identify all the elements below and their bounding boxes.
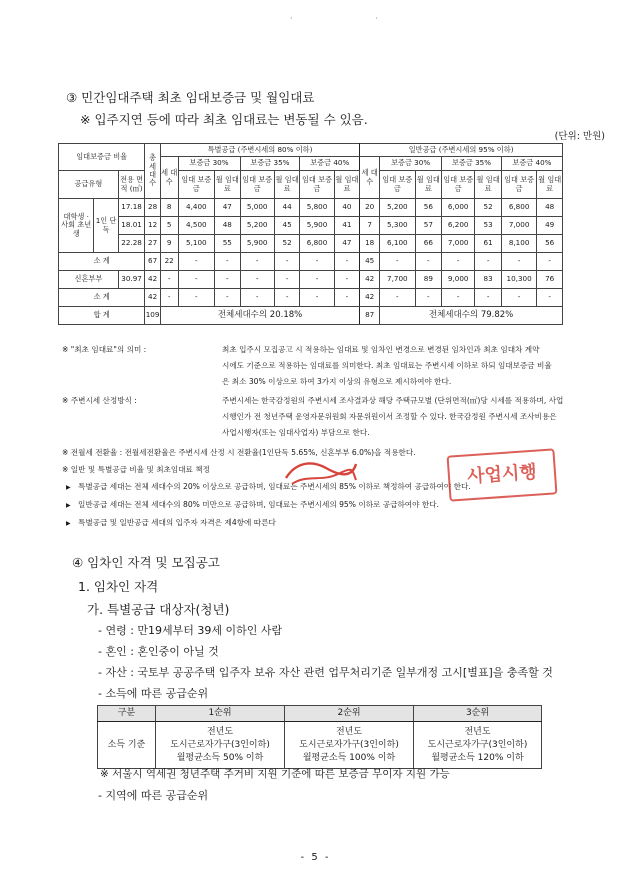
- value-cell: 41: [334, 217, 360, 235]
- header-marks: · ·: [290, 14, 418, 23]
- value-cell: 5,200: [240, 217, 274, 235]
- value-cell: 8,100: [501, 235, 536, 253]
- value-cell: 6,800: [300, 235, 334, 253]
- value-cell: 5,900: [240, 235, 274, 253]
- footnote-initial-rent: ※ "최초 임대료"의 의미 : 최초 입주시 모집공고 시 적용하는 임대료 및 임차인 변경으로 변경된 임차인과 최초 임대차 계약 시에도 기준으로 적용하는 임대료를 의미한다. 최초 임대료는 주변시세 이하로 하되 임대보증금 비율 은 최소 30% 이상으로 하여 3가지 이상의 유형으로 제시하여야 한다.: [62, 345, 552, 386]
- item-income-rank: - 소득에 따른 공급순위: [98, 687, 209, 700]
- section4-sub1: 1. 임차인 자격: [78, 579, 159, 594]
- note-deposit-support: ※ 서울시 역세권 청년주택 주거비 지원 기준에 따른 보증금 무이자 지원 가능: [100, 768, 450, 780]
- value-cell: 6,800: [501, 199, 536, 217]
- h-deposit: 임대 보증금: [380, 171, 415, 199]
- value-cell: 48: [215, 217, 240, 235]
- units-cell: 7: [360, 217, 380, 235]
- triangle-bullet-icon: ▶: [66, 502, 71, 509]
- single-label: 1인 단독: [94, 199, 118, 253]
- h-monthly: 월 임대료: [537, 171, 563, 199]
- value-cell: 10,300: [501, 271, 536, 289]
- row-label-income: 소득 기준: [98, 722, 156, 769]
- total-cell: 42: [145, 271, 161, 289]
- table-row-newlywed: 신혼부부 30.97 42 - - - - - - - 42 7,700 89 9,000 83 10,300 76: [59, 271, 563, 289]
- units-cell: 87: [360, 307, 380, 325]
- value-cell: 45: [274, 217, 299, 235]
- h-s-dep30: 보증금 30%: [178, 157, 240, 171]
- h-special-units: 세 대 수: [160, 157, 178, 199]
- area-cell: 17.18: [118, 199, 145, 217]
- value-cell: 44: [274, 199, 299, 217]
- total-cell: 12: [145, 217, 161, 235]
- value-cell: 7,000: [501, 217, 536, 235]
- h-deposit: 임대 보증금: [501, 171, 536, 199]
- area-cell: 30.97: [118, 271, 145, 289]
- value-cell: 66: [415, 235, 442, 253]
- section3-note: ※ 입주지연 등에 따라 최초 임대료는 변동될 수 있음.: [80, 112, 368, 127]
- area-cell: 22.28: [118, 235, 145, 253]
- section4-sub2: 가. 특별공급 대상자(청년): [87, 602, 230, 617]
- h-area: 전용 면적 (㎡): [118, 171, 145, 199]
- h-deposit: 임대 보증금: [442, 171, 475, 199]
- value-cell: 5,900: [300, 217, 334, 235]
- h-general: 일반공급 (주변시세의 95% 이하): [360, 144, 563, 157]
- grand-total-label: 합 계: [59, 307, 145, 325]
- units-cell: 42: [360, 271, 380, 289]
- value-cell: 6,200: [442, 217, 475, 235]
- total-cell: 42: [145, 289, 161, 307]
- area-cell: 18.01: [118, 217, 145, 235]
- subtotal-label: 소 계: [59, 289, 145, 307]
- rank3-criteria: 전년도 도시근로자가구(3인이하) 월평균소득 120% 이하: [414, 722, 542, 769]
- value-cell: 5,800: [300, 199, 334, 217]
- triangle-bullet-icon: ▶: [66, 484, 71, 491]
- total-cell: 109: [145, 307, 161, 325]
- units-cell: 8: [160, 199, 178, 217]
- footnote-ratio: ※ 일반 및 특별공급 비율 및 최초임대료 책정: [62, 465, 210, 474]
- total-cell: 27: [145, 235, 161, 253]
- h-monthly: 월 임대료: [274, 171, 299, 199]
- signature-icon: [282, 452, 360, 492]
- income-rank-table: [97, 705, 542, 769]
- value-cell: 47: [334, 235, 360, 253]
- value-cell: 7,700: [380, 271, 415, 289]
- bullet-general: ▶ 일반공급 세대는 전체 세대수의 80% 미만으로 공급하며, 임대료는 주변시세의 95% 이하로 공급하여야 한다.: [66, 500, 439, 509]
- unit-label: (단위: 만원): [554, 131, 605, 142]
- value-cell: 48: [537, 199, 563, 217]
- table-row: [59, 235, 563, 253]
- general-ratio: 전체세대수의 79.82%: [380, 307, 563, 325]
- subtotal-label: 소 계: [59, 253, 145, 271]
- h-rank1: 1순위: [156, 706, 285, 722]
- h-monthly: 월 임대료: [415, 171, 442, 199]
- triangle-bullet-icon: ▶: [66, 520, 71, 527]
- value-cell: 55: [215, 235, 240, 253]
- special-ratio: 전체세대수의 20.18%: [160, 307, 359, 325]
- value-cell: 49: [537, 217, 563, 235]
- units-cell: 20: [360, 199, 380, 217]
- h-deposit: 임대 보증금: [178, 171, 215, 199]
- h-special: 특별공급 (주변시세의 80% 이하): [160, 144, 359, 157]
- table-row: [59, 217, 563, 235]
- units-cell: 22: [160, 253, 178, 271]
- newlywed-label: 신혼부부: [59, 271, 119, 289]
- h-deposit: 임대 보증금: [300, 171, 334, 199]
- h-monthly: 월 임대료: [215, 171, 240, 199]
- h-g-dep30: 보증금 30%: [380, 157, 442, 171]
- value-cell: 5,200: [380, 199, 415, 217]
- value-cell: 89: [415, 271, 442, 289]
- value-cell: 9,000: [442, 271, 475, 289]
- bullet-special: ▶ 특별공급 세대는 전체 세대수의 20% 이상으로 공급하며, 임대료는 주변시세의 85% 이하로 책정하여 공급하여야 한다.: [66, 482, 471, 491]
- h-g-dep40: 보증금 40%: [501, 157, 562, 171]
- value-cell: 7,000: [442, 235, 475, 253]
- value-cell: 4,400: [178, 199, 215, 217]
- page-number: - 5 -: [300, 852, 331, 863]
- bullet-eligibility: ▶ 특별공급 및 일반공급 세대의 입주자 자격은 제4항에 따른다: [66, 518, 276, 527]
- h-total-units: 총 세 대 수: [145, 144, 161, 199]
- value-cell: 52: [475, 199, 502, 217]
- h-s-dep40: 보증금 40%: [300, 157, 360, 171]
- h-deposit-ratio: 임대보증금 비율: [59, 144, 145, 171]
- value-cell: 5,000: [240, 199, 274, 217]
- units-cell: 45: [360, 253, 380, 271]
- seal-stamp: 사업시행: [447, 448, 558, 501]
- table-row-grand-total: [59, 307, 563, 325]
- h-general-units: 세 대 수: [360, 157, 380, 199]
- value-cell: 6,000: [442, 199, 475, 217]
- value-cell: 6,100: [380, 235, 415, 253]
- h-supply-type: 공급유형: [59, 171, 119, 199]
- value-cell: 47: [215, 199, 240, 217]
- value-cell: 57: [415, 217, 442, 235]
- units-cell: 18: [360, 235, 380, 253]
- table-row: [59, 199, 563, 217]
- value-cell: 61: [475, 235, 502, 253]
- units-cell: 9: [160, 235, 178, 253]
- section3-title: ③ 민간임대주택 최초 임대보증금 및 월임대료: [66, 90, 315, 105]
- h-gubun: 구분: [98, 706, 156, 722]
- value-cell: 76: [537, 271, 563, 289]
- value-cell: 40: [334, 199, 360, 217]
- item-age: - 연령 : 만19세부터 39세 이하인 사람: [98, 624, 283, 637]
- h-monthly: 월 임대료: [334, 171, 360, 199]
- value-cell: 53: [475, 217, 502, 235]
- footnote-conversion-rate: ※ 전월세 전환율 : 전월세전환율은 주변시세 산정 시 전환율(1인단독 5.65%, 신혼부부 6.0%)을 적용한다.: [62, 448, 416, 457]
- footnote-market-price: ※ 주변시세 산정방식 : 주변시세는 한국감정원의 주변시세 조사결과상 해당 주택규모별 (단위면적(㎡)당 시세를 적용하며, 사업 시행인가 전 청년주택 운영자문위원회 자문위원이서 조정할 수 있다. 한국감정원 주변시세 조사비용은 사업시행자(또는 임대사업자) 부담으로 한다.: [62, 396, 564, 437]
- h-rank3: 3순위: [414, 706, 542, 722]
- total-cell: 28: [145, 199, 161, 217]
- rent-table: [58, 143, 563, 325]
- item-assets: - 자산 : 국토부 공공주택 입주자 보유 자산 관련 업무처리기준 일부개정 고시[별표]을 충족할 것: [98, 666, 553, 679]
- value-cell: 83: [475, 271, 502, 289]
- units-cell: 42: [360, 289, 380, 307]
- table-row-subtotal: 소 계 42 - - - - - - - 42 - - - - - -: [59, 289, 563, 307]
- rank1-criteria: 전년도 도시근로자가구(3인이하) 월평균소득 50% 이하: [156, 722, 285, 769]
- value-cell: 52: [274, 235, 299, 253]
- group-label: 대학생 · 사회 초년생: [59, 199, 94, 253]
- h-monthly: 월 임대료: [475, 171, 502, 199]
- total-cell: 67: [145, 253, 161, 271]
- h-deposit: 임대 보증금: [240, 171, 274, 199]
- value-cell: 56: [537, 235, 563, 253]
- note-region-rank: - 지역에 따른 공급순위: [98, 789, 209, 802]
- rank2-criteria: 전년도 도시근로자가구(3인이하) 월평균소득 100% 이하: [285, 722, 414, 769]
- value-cell: 5,100: [178, 235, 215, 253]
- value-cell: 56: [415, 199, 442, 217]
- value-cell: 4,500: [178, 217, 215, 235]
- section4-title: ④ 임차인 자격 및 모집공고: [72, 555, 220, 570]
- h-rank2: 2순위: [285, 706, 414, 722]
- h-g-dep35: 보증금 35%: [442, 157, 502, 171]
- units-cell: 5: [160, 217, 178, 235]
- value-cell: 5,300: [380, 217, 415, 235]
- h-s-dep35: 보증금 35%: [240, 157, 300, 171]
- table-row-subtotal: 소 계 67 22 - - - - - - 45 - - - - - -: [59, 253, 563, 271]
- item-marriage: - 혼인 : 혼인중이 아닐 것: [98, 645, 219, 658]
